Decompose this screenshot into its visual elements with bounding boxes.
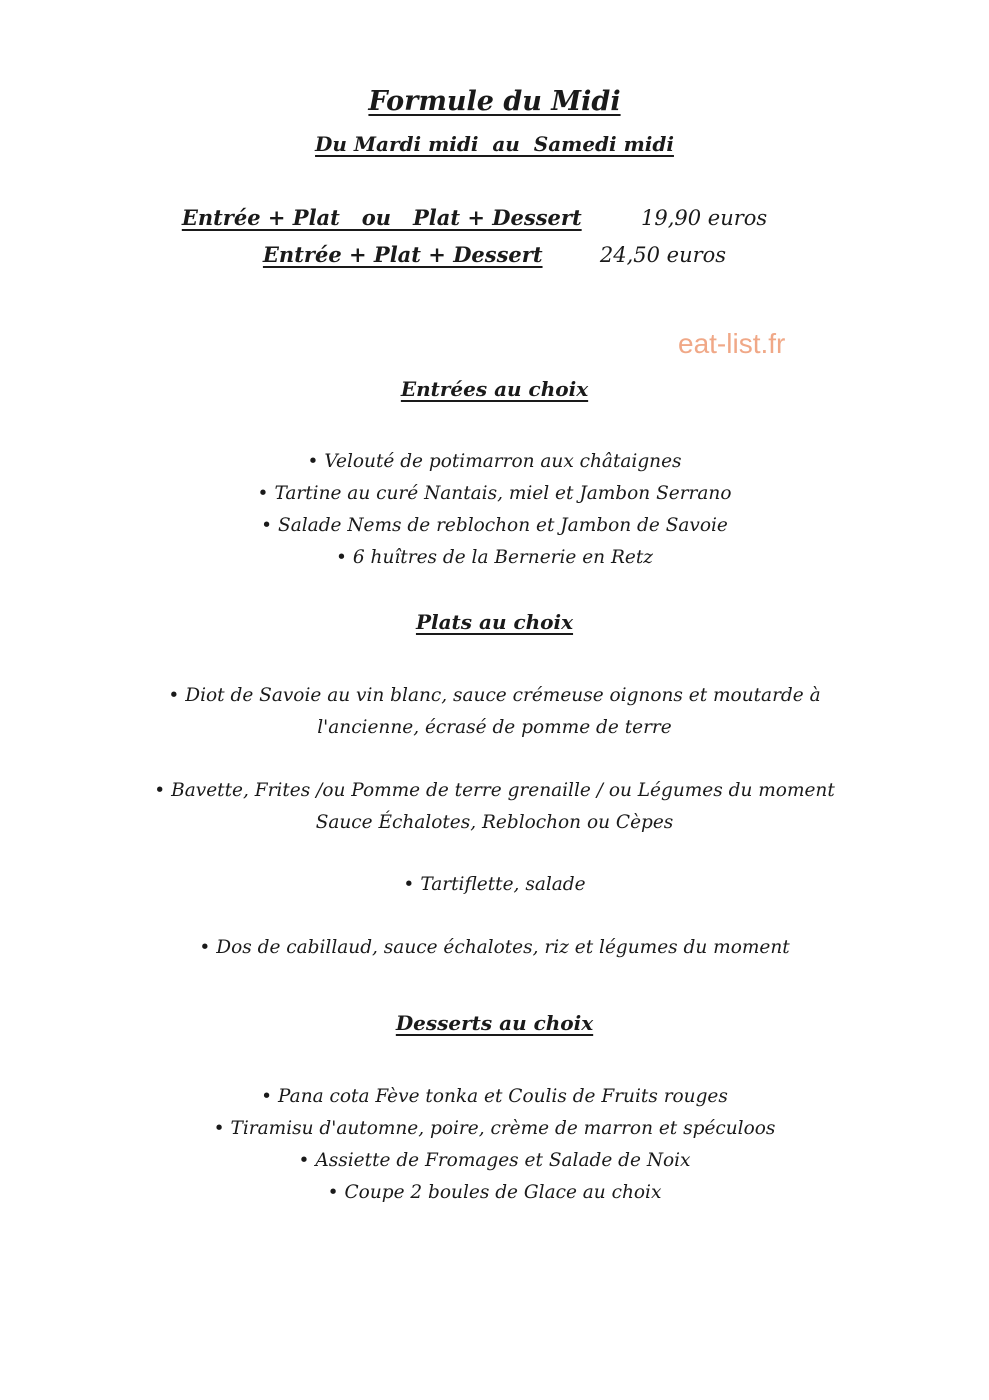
list-item: • Tiramisu d'automne, poire, crème de marron et spéculoos bbox=[213, 1118, 776, 1139]
section-heading-desserts: Desserts au choix bbox=[395, 1011, 594, 1035]
bullet-icon: • bbox=[261, 1086, 273, 1107]
formula-price: 19,90 euros bbox=[640, 206, 768, 230]
list-item: • Assiette de Fromages et Salade de Noix bbox=[298, 1150, 691, 1171]
watermark: eat-list.fr bbox=[678, 328, 786, 359]
section-heading-entrees: Entrées au choix bbox=[400, 377, 589, 401]
list-item: • Dos de cabillaud, sauce échalotes, riz et légumes du moment bbox=[199, 937, 790, 958]
list-item: • Velouté de potimarron aux châtaignes bbox=[307, 451, 682, 472]
bullet-icon: • bbox=[327, 1182, 339, 1203]
menu-title: Formule du Midi bbox=[368, 86, 621, 117]
list-item: • Tartine au curé Nantais, miel et Jambon Serrano bbox=[257, 483, 732, 504]
formula-label: Entrée + Plat + Dessert bbox=[262, 242, 543, 267]
section-heading-plats: Plats au choix bbox=[415, 610, 574, 634]
formula-label: Entrée + Plat ou Plat + Dessert bbox=[181, 205, 582, 230]
list-item: • 6 huîtres de la Bernerie en Retz bbox=[335, 547, 654, 568]
formula-price: 24,50 euros bbox=[599, 243, 727, 267]
menu-subtitle: Du Mardi midi au Samedi midi bbox=[315, 132, 674, 156]
list-item-continuation: l'ancienne, écrasé de pomme de terre bbox=[317, 717, 672, 738]
bullet-icon: • bbox=[261, 515, 273, 536]
list-item: • Bavette, Frites /ou Pomme de terre grenaille / ou Légumes du moment bbox=[154, 780, 835, 801]
bullet-icon: • bbox=[257, 483, 269, 504]
bullet-icon: • bbox=[154, 780, 166, 801]
formula-row bbox=[0, 242, 989, 267]
bullet-icon: • bbox=[298, 1150, 310, 1171]
bullet-icon: • bbox=[168, 685, 180, 706]
list-item: • Tartiflette, salade bbox=[403, 874, 586, 895]
bullet-icon: • bbox=[213, 1118, 225, 1139]
bullet-icon: • bbox=[403, 874, 415, 895]
bullet-icon: • bbox=[199, 937, 211, 958]
list-item-continuation: Sauce Échalotes, Reblochon ou Cèpes bbox=[315, 812, 674, 833]
formula-row bbox=[0, 205, 969, 230]
list-item: • Coupe 2 boules de Glace au choix bbox=[327, 1182, 662, 1203]
list-item: • Diot de Savoie au vin blanc, sauce crémeuse oignons et moutarde à bbox=[168, 685, 821, 706]
list-item: • Salade Nems de reblochon et Jambon de Savoie bbox=[261, 515, 728, 536]
bullet-icon: • bbox=[335, 547, 347, 568]
bullet-icon: • bbox=[307, 451, 319, 472]
list-item: • Pana cota Fève tonka et Coulis de Fruits rouges bbox=[261, 1086, 728, 1107]
